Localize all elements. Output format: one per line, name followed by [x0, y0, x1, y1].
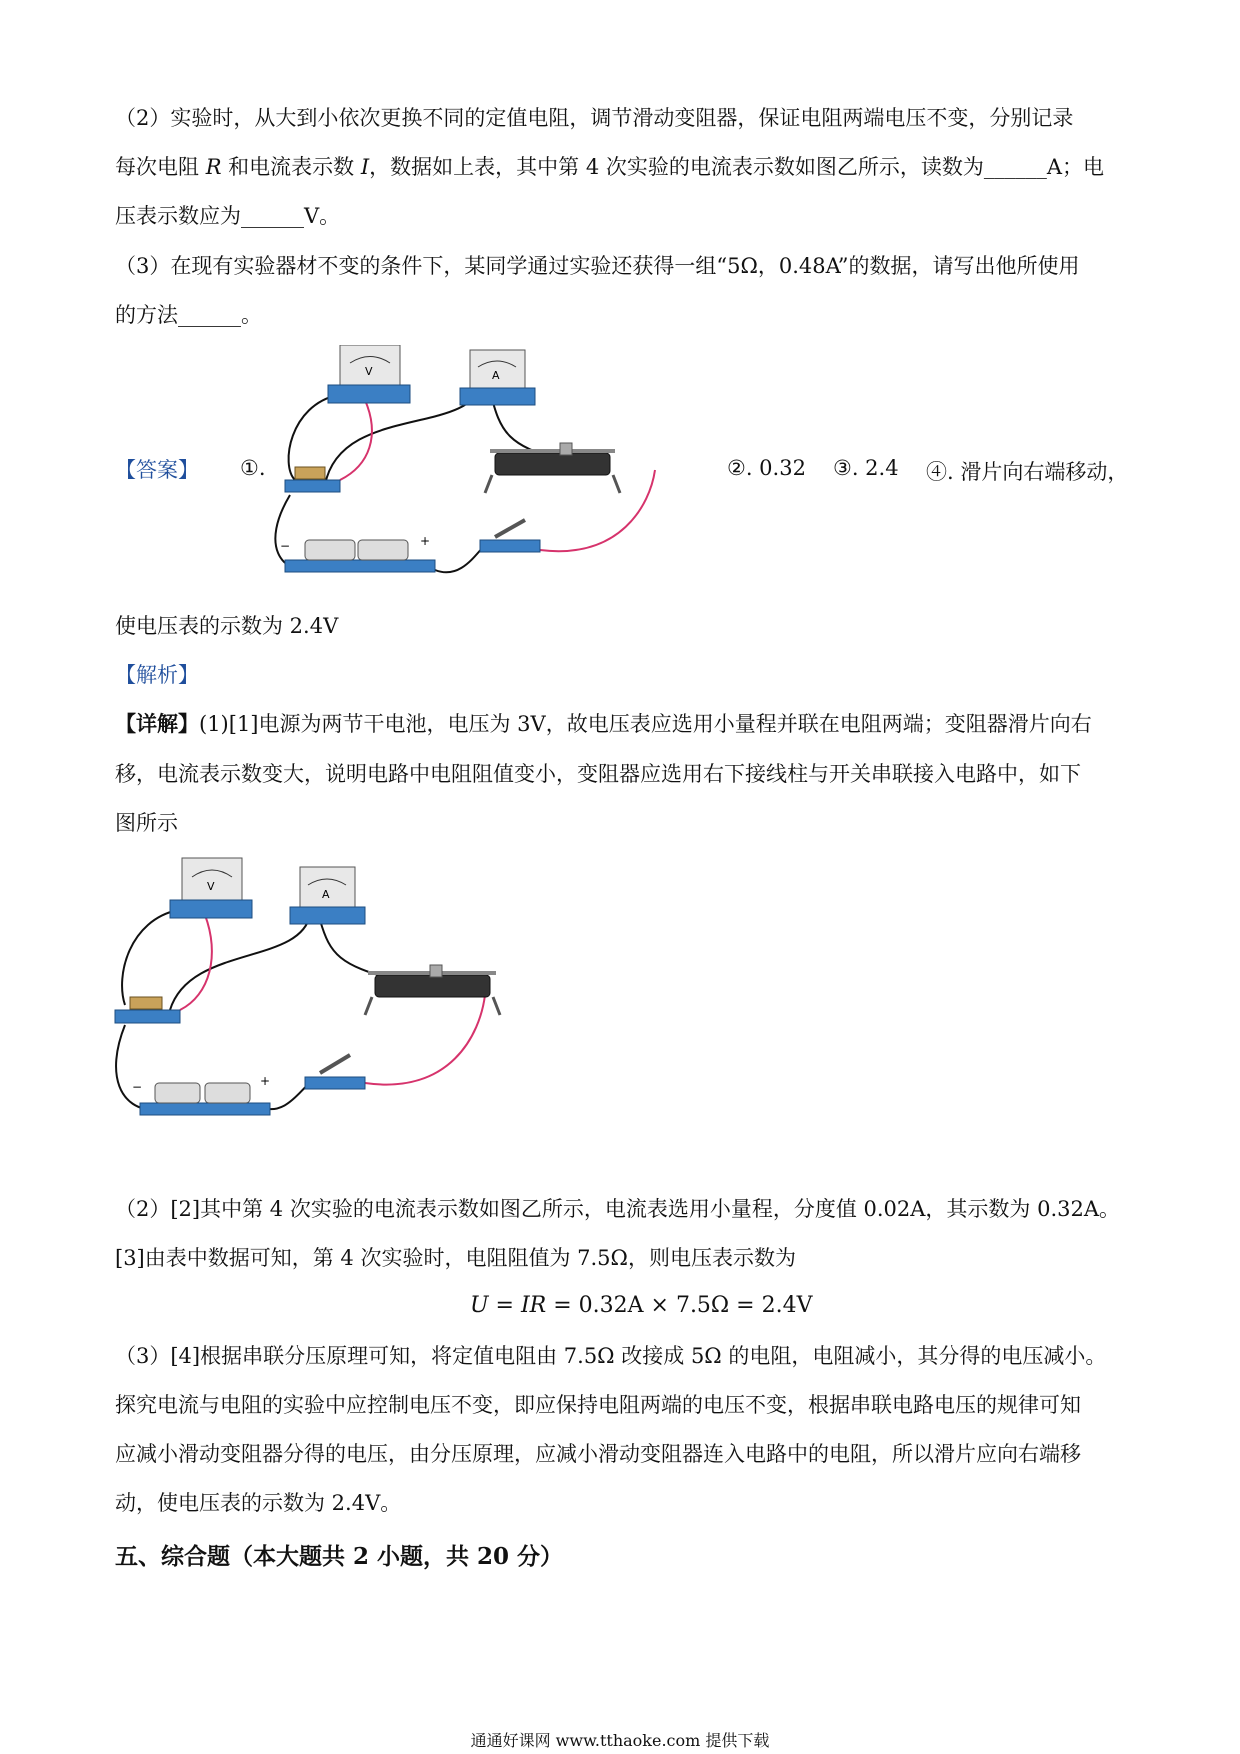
- answer-3: ③. 2.4: [833, 456, 899, 480]
- q2-line-3: 压表示数应为______V。: [115, 204, 341, 228]
- detail-line-3: 图所示: [115, 811, 178, 835]
- voltmeter: [328, 345, 410, 403]
- answer-4: ④. 滑片向右端移动，: [926, 460, 1129, 484]
- svg-text:+: +: [260, 1074, 271, 1088]
- q3-line-1: （3）在现有实验器材不变的条件下，某同学通过实验还获得一组“5Ω，0.48A”的数据，请写出他所使用: [115, 254, 1080, 278]
- formula-U: U: [470, 1293, 489, 1318]
- d3-line-1: （3）[4]根据串联分压原理可知，将定值电阻由 7.5Ω 改接成 5Ω 的电阻，电阻减小，其分得的电压减小。: [115, 1344, 1107, 1368]
- svg-text:A: A: [492, 369, 500, 382]
- battery-pack: [132, 1074, 270, 1115]
- svg-text:−: −: [132, 1080, 143, 1094]
- circuit-diagram-answer: [270, 345, 700, 590]
- var-I: I: [360, 155, 370, 179]
- analysis-tag: 【解析】: [115, 663, 199, 687]
- formula-rest: = 0.32A × 7.5Ω = 2.4V: [546, 1293, 813, 1318]
- formula: [470, 1293, 812, 1318]
- detail-line-2: 移，电流表示数变大，说明电路中电阻阻值变小，变阻器应选用右下接线柱与开关串联接入电路中，如下: [115, 762, 1081, 786]
- answer-2: ②. 0.32: [727, 456, 806, 480]
- answer-1-label: ①.: [240, 456, 266, 480]
- var-R: R: [205, 155, 222, 179]
- battery-pack: [280, 534, 435, 572]
- ammeter: [290, 867, 365, 924]
- q2-text: 和电流表示数: [221, 155, 361, 179]
- svg-text:A: A: [322, 888, 330, 901]
- d3-line-2: 探究电流与电阻的实验中应控制电压不变，即应保持电阻两端的电压不变，根据串联电路电压的规律可知: [115, 1393, 1081, 1417]
- answer-continued: 使电压表的示数为 2.4V: [115, 614, 339, 638]
- svg-text:V: V: [207, 880, 215, 893]
- detail-text: (1)[1]电源为两节干电池，电压为 3V，故电压表应选用小量程并联在电阻两端；变阻器滑片向右: [199, 712, 1092, 736]
- circuit-diagram-detail: [110, 855, 560, 1130]
- ammeter: [460, 350, 535, 405]
- fixed-resistor: [285, 467, 340, 492]
- d2-line-1: （2）[2]其中第 4 次实验的电流表示数如图乙所示，电流表选用小量程，分度值 0.02A，其示数为 0.32A。: [115, 1197, 1121, 1221]
- d2-line-2: [3]由表中数据可知，第 4 次实验时，电阻阻值为 7.5Ω，则电压表示数为: [115, 1246, 796, 1270]
- d3-line-4: 动，使电压表的示数为 2.4V。: [115, 1491, 402, 1515]
- q2-line-2: [115, 153, 1104, 181]
- slide-rheostat: [485, 443, 620, 493]
- switch: [480, 520, 540, 552]
- answer-tag: 【答案】: [115, 458, 199, 482]
- svg-text:−: −: [280, 539, 291, 553]
- svg-text:V: V: [365, 365, 373, 378]
- q3-line-2: 的方法______。: [115, 303, 262, 327]
- formula-IR: IR: [520, 1293, 547, 1318]
- switch: [305, 1055, 365, 1089]
- page-footer: 通通好课网 www.tthaoke.com 提供下载: [470, 1731, 770, 1750]
- svg-text:+: +: [420, 534, 431, 548]
- formula-eq: =: [488, 1293, 521, 1318]
- q2-text: ，数据如上表，其中第 4 次实验的电流表示数如图乙所示，读数为______A；电: [369, 155, 1105, 179]
- q2-line-1: （2）实验时，从大到小依次更换不同的定值电阻，调节滑动变阻器，保证电阻两端电压不变，分别记录: [115, 106, 1074, 130]
- q2-text: 每次电阻: [115, 155, 206, 179]
- detail-tag: 【详解】: [115, 711, 199, 736]
- section-heading: 五、综合题（本大题共 2 小题，共 20 分）: [115, 1543, 564, 1570]
- voltmeter: [170, 858, 252, 918]
- d3-line-3: 应减小滑动变阻器分得的电压，由分压原理，应减小滑动变阻器连入电路中的电阻，所以滑片应向右端移: [115, 1442, 1081, 1466]
- detail-line-1: [115, 710, 1092, 738]
- slide-rheostat: [365, 965, 500, 1015]
